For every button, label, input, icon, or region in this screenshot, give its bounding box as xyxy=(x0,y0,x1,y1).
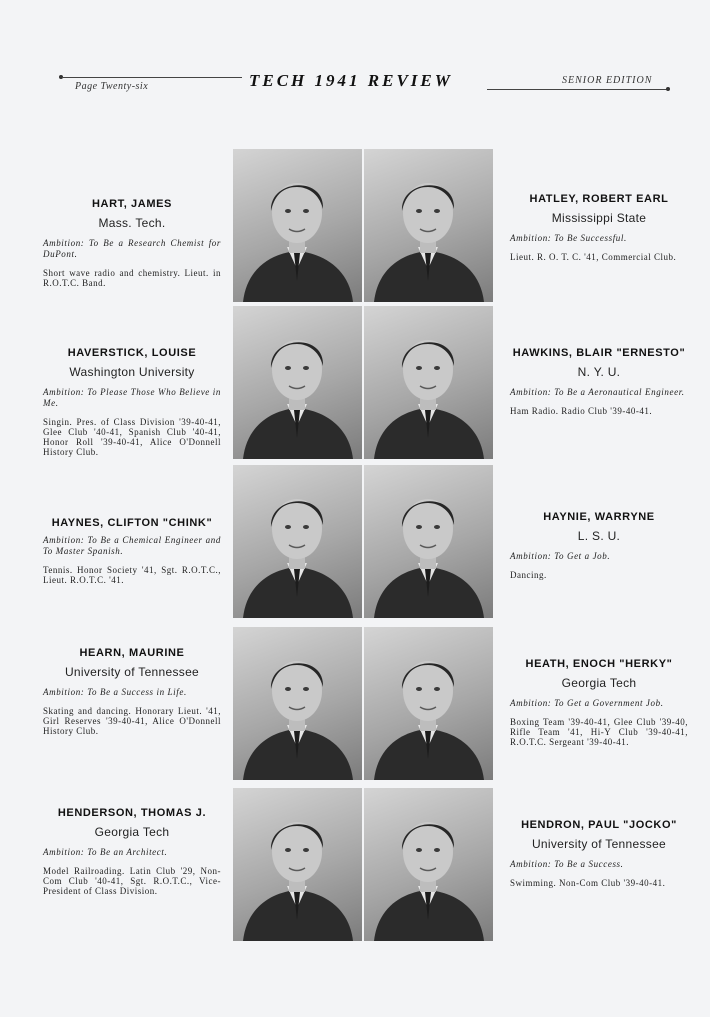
student-entry-left xyxy=(43,347,221,457)
student-ambition: Ambition: To Be an Architect. xyxy=(43,847,168,857)
portrait-shape xyxy=(416,848,422,852)
student-entry-right xyxy=(510,193,688,262)
publication-title: TECH 1941 REVIEW xyxy=(249,71,453,90)
student-entry-right xyxy=(510,658,688,747)
header-rule-right xyxy=(487,89,668,90)
portrait-shape xyxy=(285,687,291,691)
student-school: Mississippi State xyxy=(551,211,647,225)
student-entry-right xyxy=(510,819,688,888)
student-name: HATLEY, ROBERT EARL xyxy=(529,193,669,205)
student-name: HEATH, ENOCH "HERKY" xyxy=(525,658,673,670)
student-ambition: Ambition: To Be a Aeronautical Engineer. xyxy=(510,387,685,397)
portrait-shape xyxy=(434,209,440,213)
student-name: HENDERSON, THOMAS J. xyxy=(57,807,207,819)
student-school: University of Tennessee xyxy=(531,837,667,851)
student-entry-right xyxy=(510,347,688,416)
student-name: HART, JAMES xyxy=(92,198,172,210)
student-name: HAYNIE, WARRYNE xyxy=(543,511,655,523)
student-entry-left xyxy=(43,198,221,288)
student-activities: Ham Radio. Radio Club '39-40-41. xyxy=(510,406,653,416)
student-portrait-photo xyxy=(364,306,493,459)
student-portrait-photo xyxy=(364,627,493,780)
student-school: N. Y. U. xyxy=(577,365,621,379)
student-ambition: Ambition: To Be a Success. xyxy=(510,859,624,869)
student-portrait-photo xyxy=(233,627,362,780)
portrait-shape xyxy=(285,366,291,370)
portrait-shape xyxy=(303,209,309,213)
portrait-shape xyxy=(303,687,309,691)
edition-label: SENIOR EDITION xyxy=(562,75,653,86)
portrait-shape xyxy=(434,525,440,529)
student-school: Georgia Tech xyxy=(561,676,637,690)
student-portrait-photo xyxy=(364,788,493,941)
student-portrait-photo xyxy=(233,149,362,302)
student-ambition: Ambition: To Be a Research Chemist for DuPont. xyxy=(43,238,221,259)
student-portrait-photo xyxy=(364,149,493,302)
student-ambition: Ambition: To Get a Government Job. xyxy=(510,698,664,708)
student-ambition: Ambition: To Be Successful. xyxy=(510,233,627,243)
page-number: Page Twenty-six xyxy=(75,81,149,92)
student-school: L. S. U. xyxy=(577,529,621,543)
student-activities: Tennis. Honor Society '41, Sgt. R.O.T.C., Lieut. R.O.T.C. '41. xyxy=(43,565,221,585)
student-entry-right xyxy=(510,511,688,580)
student-ambition: Ambition: To Please Those Who Believe in Me. xyxy=(43,387,221,408)
portrait-shape xyxy=(434,366,440,370)
student-entry-left xyxy=(43,807,221,896)
student-portrait-photo xyxy=(233,465,362,618)
header-rule-end-dot xyxy=(666,87,670,91)
student-portrait-photo xyxy=(233,306,362,459)
portrait-shape xyxy=(303,366,309,370)
portrait-shape xyxy=(416,366,422,370)
student-activities: Lieut. R. O. T. C. '41, Commercial Club. xyxy=(510,252,677,262)
student-activities: Short wave radio and chemistry. Lieut. in R.O.T.C. Band. xyxy=(43,268,221,288)
student-activities: Boxing Team '39-40-41, Glee Club '39-40, Rifle Team '41, Hi-Y Club '39-40-41, R.O.T.C. Sergeant '39-40-41. xyxy=(510,717,688,747)
student-activities: Dancing. xyxy=(510,570,547,580)
student-school: Washington University xyxy=(69,365,195,379)
student-ambition: Ambition: To Get a Job. xyxy=(510,551,611,561)
student-entry-left xyxy=(43,647,221,736)
header-rule-left xyxy=(62,77,242,78)
student-portrait-photo xyxy=(233,788,362,941)
portrait-shape xyxy=(303,848,309,852)
student-ambition: Ambition: To Be a Success in Life. xyxy=(43,687,187,697)
student-ambition: Ambition: To Be a Chemical Engineer and To Master Spanish. xyxy=(43,535,221,556)
student-name: HAVERSTICK, LOUISE xyxy=(67,347,197,359)
portrait-shape xyxy=(285,209,291,213)
portrait-shape xyxy=(285,848,291,852)
student-activities: Singin. Pres. of Class Division '39-40-41, Glee Club '40-41, Spanish Club '40-41, Honor Roll '39-40-41, Alice O'Donnell History Club. xyxy=(43,417,221,457)
portrait-shape xyxy=(434,687,440,691)
student-activities: Skating and dancing. Honorary Lieut. '41, Girl Reserves '39-40-41, Alice O'Donnell History Club. xyxy=(43,706,221,736)
student-name: HAYNES, CLIFTON "CHINK" xyxy=(51,517,213,529)
portrait-shape xyxy=(416,209,422,213)
portrait-shape xyxy=(303,525,309,529)
student-activities: Model Railroading. Latin Club '29, Non-Com Club '40-41, Sgt. R.O.T.C., Vice-President of Class Division. xyxy=(43,866,221,896)
student-portrait-photo xyxy=(364,465,493,618)
student-name: HENDRON, PAUL "JOCKO" xyxy=(521,819,677,831)
portrait-shape xyxy=(285,525,291,529)
student-school: Georgia Tech xyxy=(94,825,170,839)
student-name: HAWKINS, BLAIR "ERNESTO" xyxy=(512,347,686,359)
student-entry-left xyxy=(43,517,221,585)
portrait-shape xyxy=(434,848,440,852)
portrait-shape xyxy=(416,687,422,691)
student-school: University of Tennessee xyxy=(64,665,200,679)
student-activities: Swimming. Non-Com Club '39-40-41. xyxy=(510,878,666,888)
portrait-shape xyxy=(416,525,422,529)
student-school: Mass. Tech. xyxy=(98,216,166,230)
student-name: HEARN, MAURINE xyxy=(79,647,185,659)
